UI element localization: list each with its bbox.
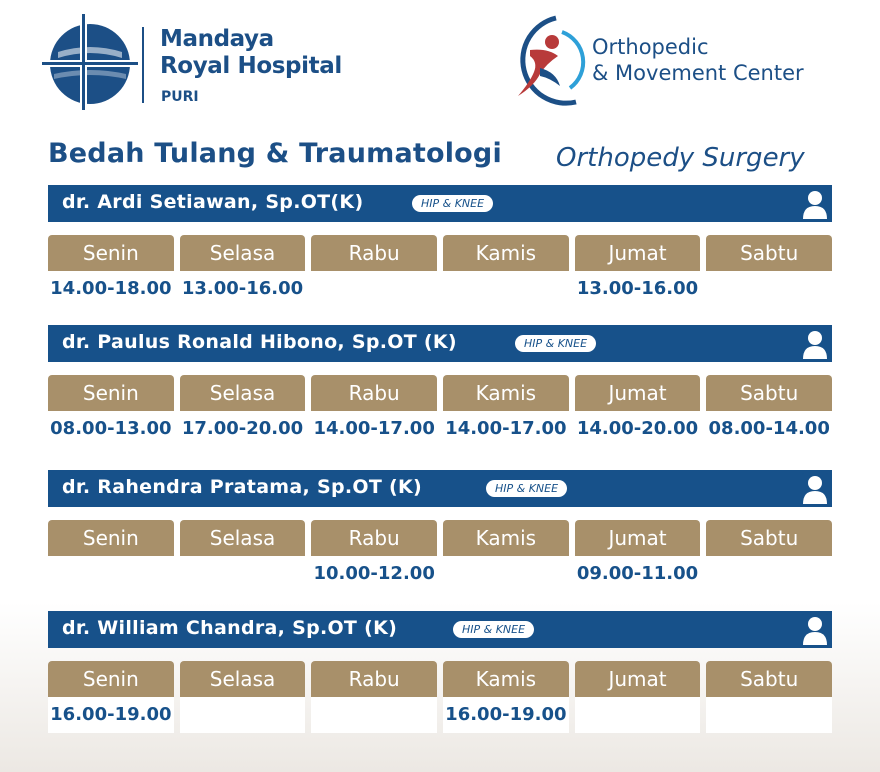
doctor-card <box>48 325 832 447</box>
time-senin: 14.00-18.00 <box>50 278 172 299</box>
schedule-row <box>48 556 832 592</box>
department-title: Bedah Tulang & Traumatologi <box>48 138 502 169</box>
day-sabtu: Sabtu <box>706 661 832 697</box>
doctor-name-bar <box>48 611 832 648</box>
time-senin: 08.00-13.00 <box>50 418 172 439</box>
time-rabu: 14.00-17.00 <box>313 418 435 439</box>
doctor-name: dr. Rahendra Pratama, Sp.OT (K) <box>62 476 422 498</box>
user-icon <box>802 473 828 505</box>
time-kamis <box>443 271 569 307</box>
brand-divider <box>142 27 144 103</box>
day-selasa: Selasa <box>180 520 306 556</box>
day-kamis: Kamis <box>443 661 569 697</box>
hospital-name <box>160 26 342 80</box>
specialty-badge: HIP & KNEE <box>453 621 534 638</box>
day-jumat: Jumat <box>575 235 701 271</box>
time-selasa: 13.00-16.00 <box>181 278 304 299</box>
time-selasa: 17.00-20.00 <box>181 418 304 439</box>
doctor-card <box>48 611 832 733</box>
doctor-card <box>48 185 832 307</box>
day-rabu: Rabu <box>311 235 437 271</box>
center-name <box>592 34 804 86</box>
day-senin: Senin <box>48 520 174 556</box>
day-sabtu: Sabtu <box>706 235 832 271</box>
time-rabu <box>311 271 437 307</box>
time-sabtu: 08.00-14.00 <box>708 418 830 439</box>
time-sabtu <box>706 556 832 592</box>
day-rabu: Rabu <box>311 375 437 411</box>
doctor-name: dr. William Chandra, Sp.OT (K) <box>62 617 398 639</box>
specialty-badge: HIP & KNEE <box>412 195 493 212</box>
day-headers <box>48 375 832 411</box>
day-senin: Senin <box>48 661 174 697</box>
doctor-name-bar <box>48 325 832 362</box>
time-jumat: 13.00-16.00 <box>576 278 699 299</box>
doctor-name: dr. Paulus Ronald Hibono, Sp.OT (K) <box>62 331 457 353</box>
day-headers <box>48 520 832 556</box>
schedule-row <box>48 271 832 307</box>
day-kamis: Kamis <box>443 235 569 271</box>
center-logo-icon <box>500 12 590 112</box>
user-icon <box>802 328 828 360</box>
time-senin: 16.00-19.00 <box>48 697 174 733</box>
hospital-name-line1: Mandaya <box>160 26 274 52</box>
user-icon <box>802 614 828 646</box>
time-selasa <box>180 697 306 733</box>
user-icon <box>802 188 828 220</box>
day-jumat: Jumat <box>575 375 701 411</box>
time-sabtu <box>706 271 832 307</box>
day-selasa: Selasa <box>180 375 306 411</box>
day-sabtu: Sabtu <box>706 520 832 556</box>
day-senin: Senin <box>48 235 174 271</box>
doctor-name-bar <box>48 470 832 507</box>
department-subtitle: Orthopedy Surgery <box>556 143 805 173</box>
day-headers <box>48 235 832 271</box>
specialty-badge: HIP & KNEE <box>486 480 567 497</box>
day-rabu: Rabu <box>311 520 437 556</box>
hospital-name-line2: Royal Hospital <box>160 53 342 79</box>
day-selasa: Selasa <box>180 661 306 697</box>
day-sabtu: Sabtu <box>706 375 832 411</box>
day-headers <box>48 661 832 697</box>
time-kamis: 16.00-19.00 <box>443 697 569 733</box>
time-rabu: 10.00-12.00 <box>313 563 435 584</box>
schedule-row <box>48 411 832 447</box>
time-jumat: 14.00-20.00 <box>576 418 699 439</box>
day-kamis: Kamis <box>443 375 569 411</box>
hospital-branch: PURI <box>161 89 199 105</box>
time-kamis: 14.00-17.00 <box>445 418 567 439</box>
day-rabu: Rabu <box>311 661 437 697</box>
schedule-row <box>48 697 832 733</box>
center-name-line2: & Movement Center <box>592 61 804 85</box>
time-rabu <box>311 697 437 733</box>
doctor-card <box>48 470 832 592</box>
time-kamis <box>443 556 569 592</box>
time-selasa <box>180 556 306 592</box>
time-jumat <box>575 697 701 733</box>
doctor-name: dr. Ardi Setiawan, Sp.OT(K) <box>62 191 364 213</box>
time-sabtu <box>706 697 832 733</box>
day-senin: Senin <box>48 375 174 411</box>
day-kamis: Kamis <box>443 520 569 556</box>
specialty-badge: HIP & KNEE <box>515 335 596 352</box>
day-jumat: Jumat <box>575 520 701 556</box>
doctor-name-bar <box>48 185 832 222</box>
center-name-line1: Orthopedic <box>592 35 709 59</box>
time-jumat: 09.00-11.00 <box>576 563 699 584</box>
day-selasa: Selasa <box>180 235 306 271</box>
day-jumat: Jumat <box>575 661 701 697</box>
time-senin <box>48 556 174 592</box>
